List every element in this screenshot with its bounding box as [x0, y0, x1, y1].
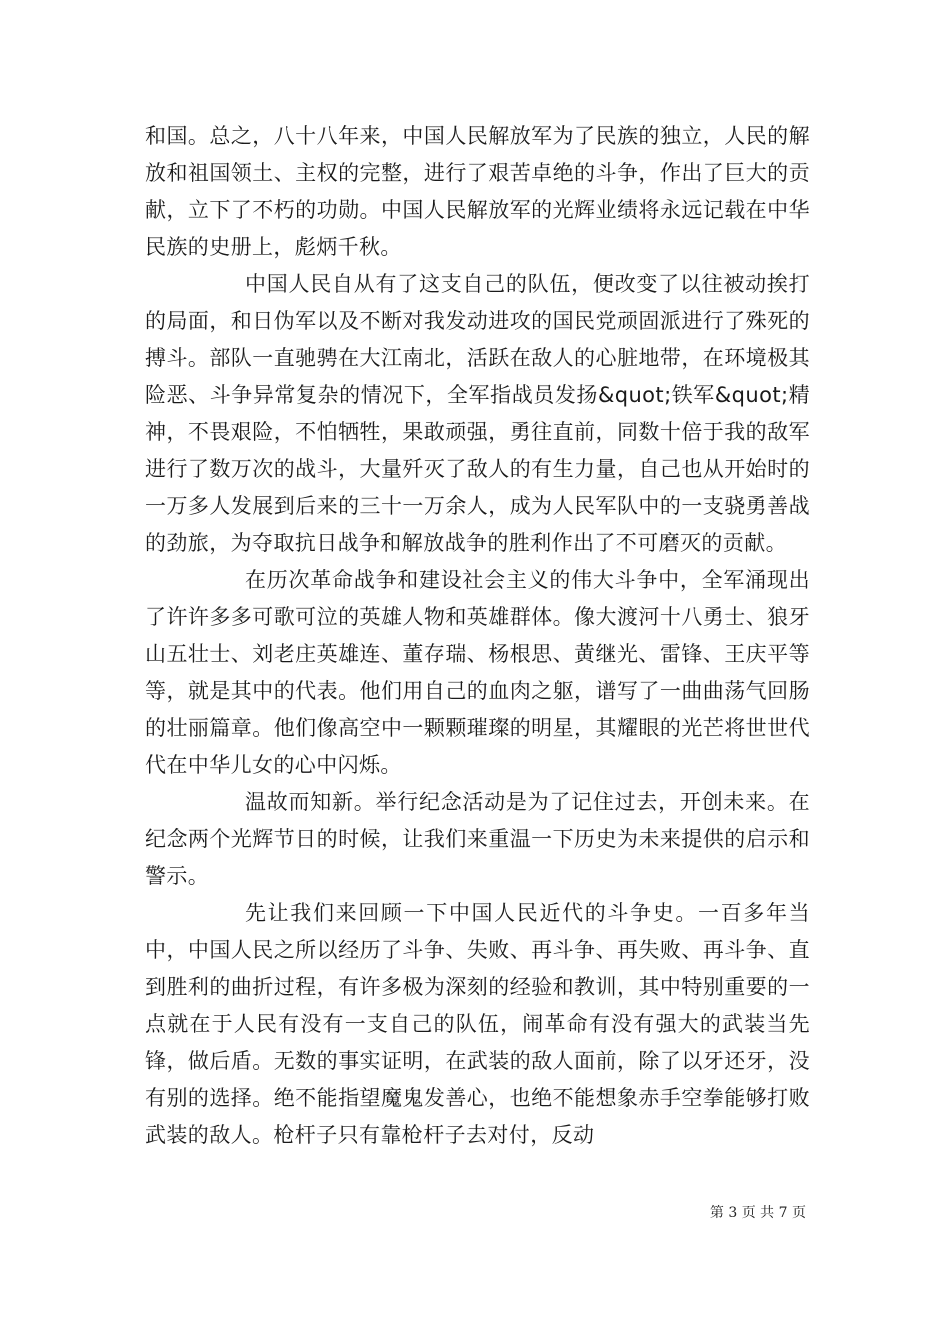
paragraph-history: 先让我们来回顾一下中国人民近代的斗争史。一百多年当中，中国人民之所以经历了斗争、失败、再斗争、再失败、再斗争、直到胜利的曲折过程，有许多极为深刻的经验和教训，其中特别重要的一点就在于人民有没有一支自己的队伍，闹革命有没有强大的武装当先锋，做后盾。无数的事实证明，在武装的敌人面前，除了以牙还牙，没有别的选择。绝不能指望魔鬼发善心，也绝不能想象赤手空拳能够打败武装的敌人。枪杆子只有靠枪杆子去对付，反动 [145, 901, 810, 1147]
paragraph-heroes: 在历次革命战争和建设社会主义的伟大斗争中，全军涌现出了许许多多可歌可泣的英雄人物和英雄群体。像大渡河十八勇士、狼牙山五壮士、刘老庄英雄连、董存瑞、杨根思、黄继光、雷锋、王庆平等等，就是其中的代表。他们用自己的血肉之躯，谱写了一曲曲荡气回肠的壮丽篇章。他们像高空中一颗颗璀璨的明星，其耀眼的光芒将世世代代在中华儿女的心中闪烁。 [145, 568, 810, 777]
document-body [145, 118, 810, 1154]
paragraph-review-past: 温故而知新。举行纪念活动是为了记住过去，开创未来。在纪念两个光辉节日的时候，让我们来重温一下历史为未来提供的启示和警示。 [145, 790, 810, 888]
paragraph-continued: 和国。总之，八十八年来，中国人民解放军为了民族的独立，人民的解放和祖国领土、主权的完整，进行了艰苦卓绝的斗争，作出了巨大的贡献，立下了不朽的功勋。中国人民解放军的光辉业绩将永远记载在中华民族的史册上，彪炳千秋。 [145, 124, 810, 259]
page-number-footer: 第 3 页 共 7 页 [709, 1205, 806, 1221]
paragraph-army-struggle: 中国人民自从有了这支自己的队伍，便改变了以往被动挨打的局面，和日伪军以及不断对我发动进攻的国民党顽固派进行了殊死的搏斗。部队一直驰骋在大江南北，活跃在敌人的心脏地带，在环境极其险恶、斗争异常复杂的情况下，全军指战员发扬&quot;铁军&quot;精神，不畏艰险，不怕牺牲，果敢顽强，勇往直前，同数十倍于我的敌军进行了数万次的战斗，大量歼灭了敌人的有生力量，自己也从开始时的一万多人发展到后来的三十一万余人，成为人民军队中的一支骁勇善战的劲旅，为夺取抗日战争和解放战争的胜利作出了不可磨灭的贡献。 [145, 272, 810, 555]
